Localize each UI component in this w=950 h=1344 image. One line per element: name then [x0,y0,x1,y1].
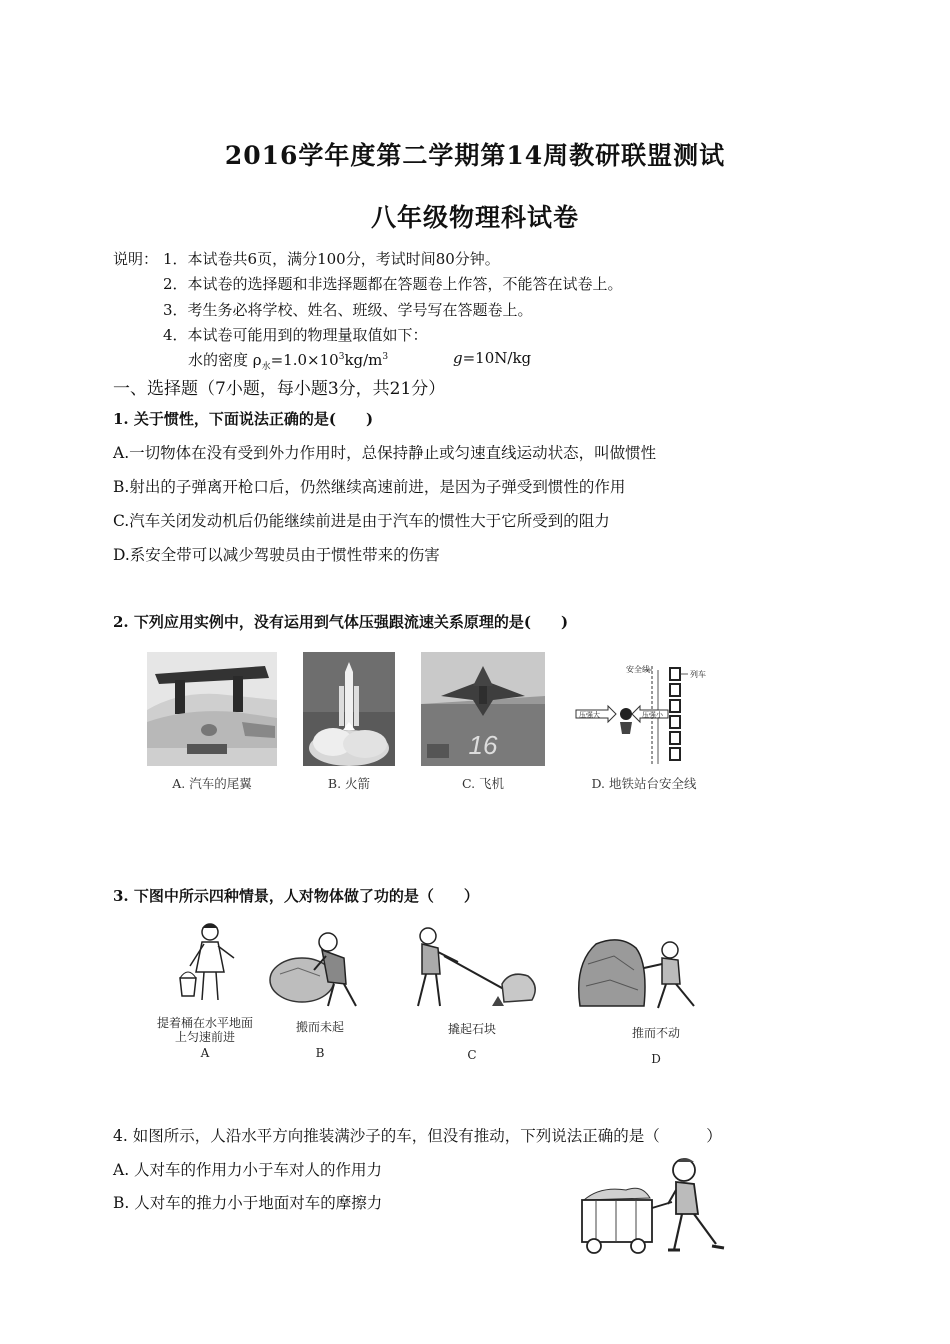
q3-caption-c: 撬起石块 [447,1022,496,1036]
q2-caption-a: A. 汽车的尾翼 [172,776,252,791]
man-lifting-rock-image [268,928,372,1012]
exam-title: 2016学年度第二学期第14周教研联盟测试 [224,141,726,170]
q4-option-b: B. 人对车的推力小于地面对车的摩擦力 [113,1194,383,1212]
note-item-4: 4．本试卷可能用到的物理量取值如下： [163,326,428,344]
q3-caption-a: 提着桶在水平地面 上匀速前进 [156,1016,253,1044]
q2-caption-b: B. 火箭 [327,776,371,791]
notes-lead: 说明： [113,250,159,268]
q3-letter-d: D [651,1052,661,1066]
q1-option-a: A.一切物体在没有受到外力作用时，总保持静止或匀速直线运动状态，叫做惯性 [113,444,657,462]
rocket-image [303,652,395,766]
q3-letter-a: A [200,1046,210,1060]
gravity-line [453,349,531,367]
q1-option-b: B.射出的子弹离开枪口后，仍然继续高速前进，是因为子弹受到惯性的作用 [113,478,626,496]
q2-stem: 2. 下列应用实例中，没有运用到气体压强跟流速关系原理的是( ) [113,613,569,631]
q4-stem: 4. 如图所示，人沿水平方向推装满沙子的车，但没有推动，下列说法正确的是（ ） [113,1127,722,1145]
note-item-1: 1．本试卷共6页，满分100分，考试时间80分钟。 [163,250,500,268]
q3-letter-b: B [315,1046,325,1060]
density-unit: kg/m [344,351,383,369]
q3-caption-d: 推而不动 [631,1026,680,1040]
density-prefix: 水的密度 ρ [188,351,262,369]
q2-caption-c: C. 飞机 [461,776,505,791]
section-heading: 一、选择题（7小题，每小题3分，共21分） [113,379,446,399]
jet-image [421,652,545,766]
q3-letter-c: C [467,1048,477,1062]
safety-line-diagram [574,660,714,768]
label-high-pressure: 压强大 [579,711,600,719]
q3-caption-b: 搬而未起 [295,1020,344,1034]
boy-pushing-boulder-image [574,934,712,1014]
q1-option-c: C.汽车关闭发动机后仍能继续前进是由于汽车的惯性大于它所受到的阻力 [113,512,610,530]
girl-carrying-bucket-image [168,920,246,1012]
note-item-3: 3．考生务必将学校、姓名、班级、学号写在答题卷上。 [163,301,533,319]
q4-option-a: A. 人对车的作用力小于车对人的作用力 [113,1161,383,1179]
density-unit-exp: 3 [382,352,389,362]
label-safety-line: 安全线 [626,665,650,674]
car-spoiler-image [147,652,277,766]
label-low-pressure: 压强小 [642,711,663,719]
density-value: =1.0×10 [270,351,339,369]
density-exp: 3 [338,352,345,362]
q1-stem: 1. 关于惯性，下面说法正确的是( ) [113,410,374,428]
boy-pushing-sand-cart-image [576,1156,730,1258]
note-item-2: 2．本试卷的选择题和非选择题都在答题卷上作答，不能答在试卷上。 [163,275,623,293]
q3-stem: 3. 下图中所示四种情景，人对物体做了功的是（ ） [113,887,479,905]
density-sub: 水 [261,362,271,372]
g-value: =10N/kg [462,349,532,367]
label-train: 列车 [690,670,706,679]
q1-option-d: D.系安全带可以减少驾驶员由于惯性带来的伤害 [113,546,440,564]
man-prying-rock-image [400,926,544,1014]
water-density-line [188,349,388,372]
svg-text:16: 16 [468,730,498,760]
g-symbol: g [453,349,463,367]
exam-subtitle: 八年级物理科试卷 [370,203,579,232]
q2-caption-d: D. 地铁站台安全线 [591,776,697,791]
